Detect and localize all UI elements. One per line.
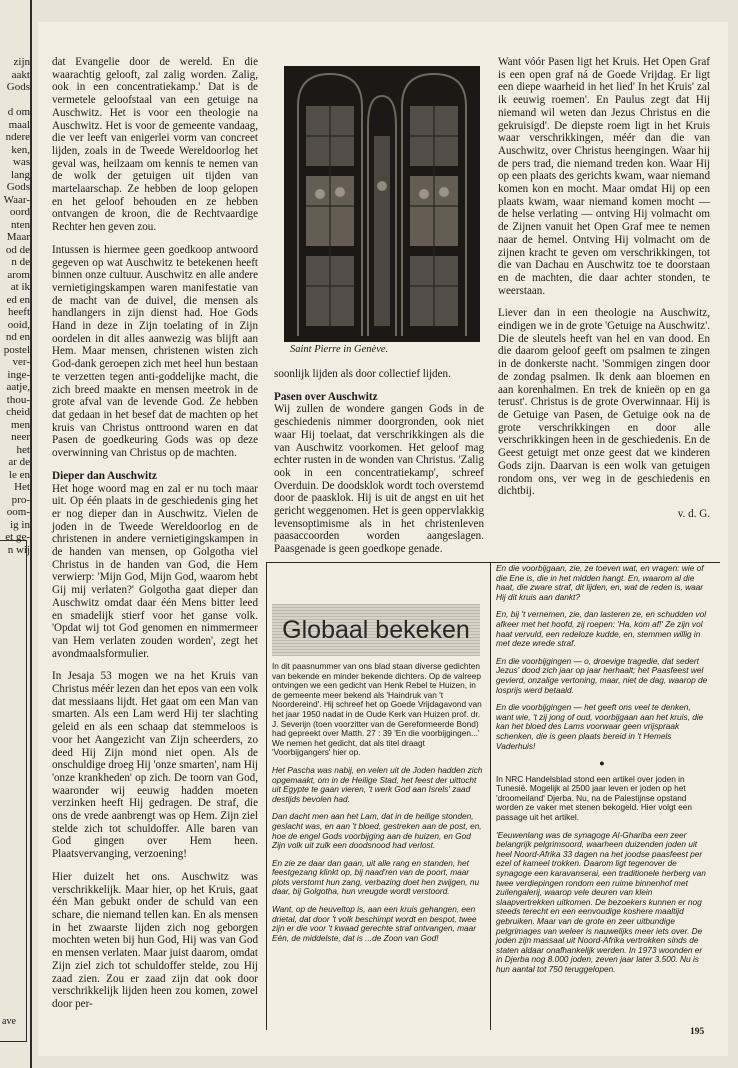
previous-page-line: d om <box>7 106 30 118</box>
previous-page-line: aakt <box>11 68 30 81</box>
previous-page-line: le en <box>8 468 30 481</box>
previous-page-line: was <box>12 156 30 168</box>
globaal-column-right <box>496 564 708 983</box>
paragraph: Hier duizelt het ons. Auschwitz was verschrikkelijk. Maar hier, op het Kruis, gaat één Man gebukt onder de schuld van een schare, die niemand tellen kan. En als mensen in het zwaarste lijden zich nog geborgen mochten weten bij hun God, Hij was van God en mensen verlaten. Maar juist daarom, omdat Zijn ziel zich tot schuldoffer stelde, zou Hij zaad zien. Zou er zaad zijn dat ook door verschrikkelijk lijden heen zou komen, zowel door per- <box>52 870 258 1010</box>
poem-stanza: En zie ze daar dan gaan, uit alle rang en standen, het feestgezang klinkt op, bij naad'ren van de poort, maar plots verstomt hun zang, verbazing doet hen zwijgen, nu daar, bij Golgotha, hun vreugde wordt verstoord. <box>272 857 480 897</box>
previous-page-line: pro- <box>11 493 30 506</box>
paragraph: soonlijk lijden als door collectief lijden. <box>274 368 451 380</box>
stained-glass-photo <box>284 66 480 342</box>
previous-page-line: Waar- <box>3 193 30 206</box>
paragraph: dat Evangelie door de wereld. En die waarachtig gelooft, zal zalig worden. Zalig, ook in een concentratiekamp.' Dat is de vermetele geloofstaal van een getuige na Auschwitz. Het is voor een theologie na Auschwitz. Het is voor de gemeente vandaag, die ver leeft van enigerlei vorm van concreet lijden, zoals in de Tweede Wereldoorlog het geval was, heilzaam om kennis te nemen van de wolk der getuigen uit tijden van martelaarschap. Ze hebben de loop gelopen en het geloof behouden en ze hebben ontvangen de kroon, die de Rechtvaardige Rechter hen geven zou. <box>52 56 258 234</box>
section-heading: Pasen over Auschwitz <box>274 390 378 403</box>
previous-page-line: cheid <box>6 406 30 418</box>
poem-stanza: Want, op de heuveltop is, aan een kruis gehangen, een drietal, dat door 't volk beschimpt wordt en bespot, twee zijn er die voor 't kwaad gerechte straf ontvangen, maar Eén, de middelste, dat is ...de Zoon van God! <box>272 904 477 943</box>
previous-page-line: nd en <box>5 331 30 343</box>
paragraph: Wij zullen de wondere gangen Gods in de geschiedenis nimmer doorgronden, ook niet waar Hij toelaat, dat verschrikkingen als die van Auschwitz voorkomen. Het geloof mag echter rusten in de wonden van Christus. 'Zalig ook in een concentratiekamp', schreef Overduin. De doodsklok wordt toch overstemd door de paasklok. Hij is uit de angst en uit het gericht weggenomen. Het is geen oppervlakkig levensoptimisme als in het christenleven paasaccoorden worden aangeslagen. Paasgenade is geen goedkope genade. <box>274 403 484 556</box>
previous-page-line: oom- <box>6 506 30 518</box>
column-1 <box>52 56 258 1021</box>
previous-page-line: n wij <box>7 543 30 556</box>
previous-page-line: men <box>11 418 30 431</box>
globaal-column-left <box>272 662 484 951</box>
previous-page-line: Gods <box>6 181 30 193</box>
nrc-paragraph: In NRC Handelsblad stond een artikel over joden in Tunesië. Mogelijk al 2500 jaar leven er joden op het 'droomeiland' Djerba. Nu, na de Palestijnse opstand worden ze vaker met stenen bekogeld. Hier volgt een passage uit het artikel. <box>496 773 693 823</box>
previous-page-line: ver- <box>12 356 30 368</box>
bullet-divider: ● <box>599 758 605 769</box>
column-divider <box>490 562 491 1030</box>
previous-page-line: neer <box>11 431 30 443</box>
previous-page-line: od de <box>5 243 30 256</box>
previous-page-line <box>2 94 30 107</box>
paragraph: Het hoge woord mag en zal er nu toch maar uit. Op één plaats in de geschiedenis ging het er nog dieper dan in Auschwitz. Vielen de joden in de Tweede Wereldoorlog en de christenen in andere vernietigingskampen in de handen van mensen, op Golgotha viel Christus in de handen van God, die Hem verwierp: 'Mijn God, Mijn God, waarom hebt Gij mij verlaten?' Golgotha gaat dieper dan Auschwitz omdat daar één Mens bitter leed en smadelijk stierf voor het ganse volk. 'Opdat wij tot God genomen en nimmermeer van Hem verlaten zouden worden', zegt het avondmaalsformulier. <box>52 482 258 660</box>
poem-stanza: En, bij 't vernemen, zie, dan lasteren ze, en schudden vol afkeer met het hoofd, zij roepen: 'Ha, kom af!' Ze zijn vol haat vervuld, een redeloze kudde, en, stemmen willig in met deze wrede straf. <box>496 609 707 649</box>
column-3 <box>498 56 710 521</box>
box-left-border <box>266 562 267 1030</box>
previous-page-line: ed en <box>6 293 30 306</box>
previous-page-line: nten <box>11 218 30 231</box>
previous-page-line: Maar <box>6 231 30 243</box>
intro-paragraph: In dit paasnummer van ons blad staan diverse gedichten van bekende en minder bekende dichters. Op de valreep ontvingen we een gedicht van Henk Rebel te Huizen, in de gemeente meer bekend als 'Haindruk van 't Noordereind'. Hij schreef het op Goede Vrijdagavond van het jaar 1950 nadat in de Oude Kerk van Huizen prof. dr. J. Severijn (toen voorzitter van de Gereformeerde Bond) had gepreekt over Matth. 27 : 39 'En die voorbijgingen...' We nemen het gedicht, dat als titel draagt 'Voorbijgangers' hier op. <box>272 661 482 758</box>
previous-page-line: postel <box>3 343 30 356</box>
column-2 <box>274 368 484 566</box>
previous-page-line: het <box>16 443 30 456</box>
photo-caption: Saint Pierre in Genève. <box>290 344 389 355</box>
previous-page-line: ken, <box>11 143 30 156</box>
previous-page-text <box>2 56 30 556</box>
globaal-bekeken-title: Globaal bekeken <box>272 604 480 656</box>
paragraph: Want vóór Pasen ligt het Kruis. Het Open Graf is een open graf ná de Goede Vrijdag. Er ligt een diepe waarheid in het lied' In het Kruis' zal ik eeuwig roemen'. En Paulus zegt dat Hij niemand wil weten dan Jezus Christus en die gekruisigd'. De diepste roem ligt in het Kruis waar verschrikkingen, méér dan die van Auschwitz, over Christus heengingen. Waar hij de pers trad, die niemand treden kon. Waar Hij op een plaats des gerichts kwam, waar niemand komen kon en mocht. Maar omdat Hij op een plaats kwam, waar niemand komen mocht — de helse verlating — ontving Hij volmacht om de Zijnen vanuit het Open Graf mee te nemen naar de hemel. Ontving Hij volmacht om de zijnen kracht te geven om verschrikkingen, tot die van Dachau en Auschwitz toe te doorstaan en de machten, die daar achter stonden, te weerstaan. <box>498 56 710 297</box>
page-number: 195 <box>690 1027 705 1037</box>
previous-page-line: at ik <box>10 281 30 293</box>
previous-page-line: Gods <box>6 81 30 93</box>
poem-stanza: Het Pascha was nabij, en velen uit de Joden hadden zich opgemaakt, om in de Heilige Stad, het feest der uittocht uit Egypte te gaan vieren, 't werk God aan Isrels' zaad destijds bevolen had. <box>272 764 483 804</box>
paragraph: In Jesaja 53 mogen we na het Kruis van Christus méér lezen dan het epos van een volk dat messiaans lijdt. Het gaat om een Man van smarten. Als een Lam werd Hij ter slachting geleid en als een schaap dat stemmeloos is voor het Aangezicht van Zijn scheerders, zo deed Hij Zijn mond niet open. Als de onschuldige droeg Hij 'onze smarten', nam Hij 'onze krankheden' op zich. De toorn van God, waaronder wij eeuwig hadden moeten verzinken heeft Hij gedragen. De straf, die ons de vrede aanbrengt was op Hem. Zijn ziel stelde zich tot schuldoffer. Alle baren van God gingen over Hem heen. Plaatsvervanging, verzoening! <box>52 670 258 861</box>
previous-page-line: ooid, <box>7 318 30 331</box>
previous-page-line: et ge- <box>5 531 30 543</box>
previous-page-box <box>0 540 27 1042</box>
previous-page-line: thou- <box>6 393 30 406</box>
previous-page-fragment: ave <box>2 1016 16 1027</box>
previous-page-line: aatje, <box>6 381 30 393</box>
previous-page-line: lang <box>11 168 30 181</box>
previous-page-line: ar de <box>8 456 30 468</box>
previous-page-line: zijn <box>13 56 30 68</box>
previous-page-line: n de <box>11 256 30 268</box>
quote-paragraph: 'Eeuwenlang was de synagoge Al-Ghariba een zeer belangrijk pelgrimsoord, waarheen duizenden joden uit heel Noord-Afrika 33 dagen na het joodse paasfeest per ezel of kameel trokken. Daarom ligt tegenover de synagoge een karavanserai, een traditionele herberg van twee verdiepingen rondom een ruime binnenhof met zuilengalerij, waarop vele deuren van klein slaapvertrekken uitkomen. De bezoekers kunnen er nog steeds terecht en een eenvoudige koshere maaltijd gebruiken. Maar van de grote en zeer uitbundige pelgrimages van weleer is nauwelijks meer iets over. De joden zijn massaal uit Noord-Afrika vertrokken sinds de staten aldaar onafhankelijk werden. In 1973 woonden er in Djerba nog 8.000 joden, zeven jaar later 3.500. Nu is hun aantal tot 750 teruggelopen. <box>496 829 706 974</box>
previous-page-edge <box>0 0 32 1068</box>
previous-page-line: arom <box>7 268 30 281</box>
previous-page-line: ndere <box>5 131 30 143</box>
paragraph: Liever dan in een theologie na Auschwitz, eindigen we in de grote 'Getuige na Auschwitz'. Die de sleutels heeft van hel en van dood. En die daarom geloof geeft om psalmen te zingen in de donkerste nacht. 'Sommigen zingen door de zondag psalmen. Ik denk aan bloemen en aan korenhalmen. En trek de knieën op en ga terust'. Christus is de grote Overwinnaar. Hij is de Getuige van Pasen, de Getuige ook na de grote verschrikkingen en door alle verschrikkingen heen in de geschiedenis. En de Geest getuigt met onze geest dat we kinderen Gods zijn. Daarvan is een wolk van getuigen rondom ons, ver weg in de geschiedenis en dichtbij. <box>498 307 710 498</box>
poem-stanza: Dan dacht men aan het Lam, dat in de heilige stonden, geslacht was, en aan 't bloed, gestreken aan de post, en, hoe de engel Gods voorbijging aan de huizen, en God Zijn volk uit zulk een doodsnood had verlost. <box>272 811 482 851</box>
author-signature: v. d. G. <box>677 507 710 520</box>
previous-page-line: inge- <box>7 368 30 381</box>
poem-stanza: En die voorbijgingen — o, droevige tragedie, dat sedert Jezus' dood zich jaar op jaar herhaalt; het Paasfeest wel gevierd, onzalige vertoning, maar, niet de dag, waarop de losprijs werd betaald. <box>496 655 708 695</box>
previous-page-line: ig in <box>10 518 30 531</box>
previous-page-line: Het <box>14 481 30 493</box>
previous-page-line: maal <box>8 118 30 131</box>
poem-stanza: En die voorbijgaan, zie, ze toeven wat, en vragen: wie of die Ene is, die in het midden hangt. En, waarom al die haat, die zware straf, dit lijden, en, wat de reden is, waar Hij dit kruis aan dankt? <box>496 563 704 602</box>
paragraph: Intussen is hiermee geen goedkoop antwoord gegeven op wat Auschwitz te betekenen heeft binnen onze cultuur. Auschwitz en alle andere vernietigingskampen waren manifestatie van de macht van de duivel, die mensen als handlangers in zijn dienst had. Hoe Gods Hand in deze in Zijn toelating of in Zijn oordelen in dit alles aanwezig was blijft aan Hem. Maar mensen, christenen wisten zich God-dank geroepen zich met heel hun bestaan te verzetten tegen anti-goddelijke macht, die zich breed maakte en mensen meetrok in de grote afval van de levende God. Ze hebben dat gedaan in het besef dat de machten op het kruis van Christus onttroond waren en dat Pasen de goedkeuring Gods was op deze overwinning van Christus op de machten. <box>52 243 258 460</box>
previous-page-line: heeft <box>8 306 30 318</box>
poem-stanza: En die voorbijgingen — het geeft ons veel te denken, want wie, 't zij jong of oud, voorbijgaan aan het kruis, die kan het bloed des Lams voorwaar geen vrijspraak schenken, die is geen plaats bereid in 't Hemels Vaderhuis! <box>496 702 704 751</box>
section-heading: Dieper dan Auschwitz <box>52 469 157 482</box>
previous-page-line: oord <box>9 206 30 218</box>
